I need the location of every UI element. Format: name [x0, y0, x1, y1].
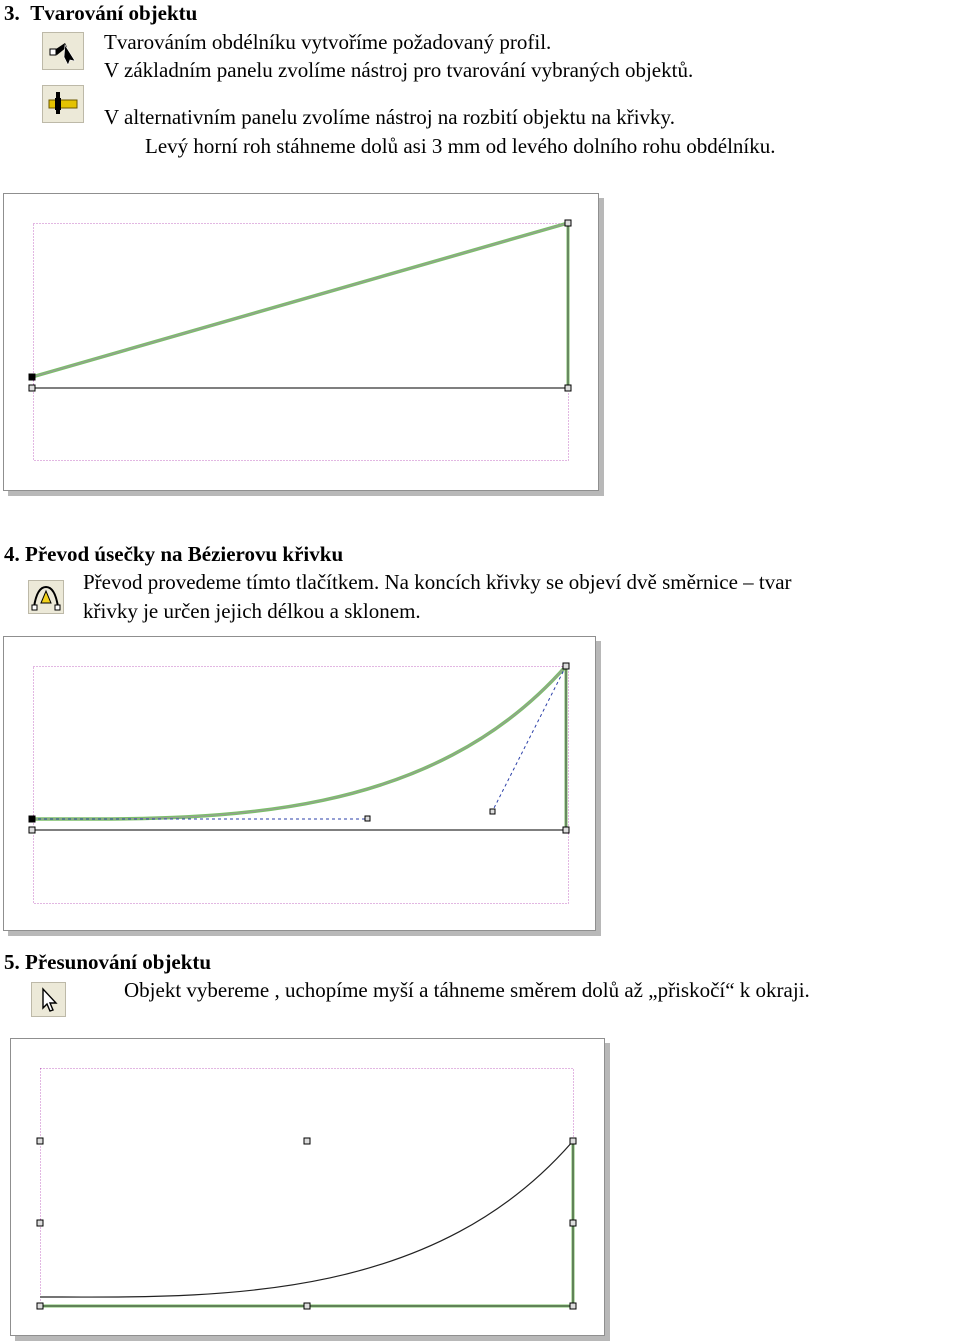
pick-tool-glyph	[32, 983, 65, 1016]
page-guide	[41, 1069, 574, 1306]
drawing-canvas-1	[4, 194, 598, 490]
section-5-title: 5. Přesunování objektu	[4, 950, 212, 974]
convert-to-curve-icon[interactable]	[28, 580, 64, 614]
break-apart-icon[interactable]	[42, 85, 84, 123]
section-3-number: 3.	[4, 1, 20, 25]
node	[565, 220, 571, 226]
bezier-curve	[40, 1141, 573, 1297]
section-5-line-1: Objekt vybereme , uchopíme myší a táhneme směrem dolů až „přiskočí“ k okraji.	[124, 978, 810, 1002]
selection-handle	[570, 1220, 576, 1226]
pick-tool-arrow-icon[interactable]	[31, 982, 66, 1017]
node	[563, 663, 569, 669]
section-4-line-1: Převod provedeme tímto tlačítkem. Na koncích křivky se objeví dvě směrnice – tvar	[83, 570, 792, 594]
convert-to-curve-glyph	[29, 581, 63, 613]
drawing-canvas-2	[4, 637, 595, 930]
page-guide	[34, 224, 569, 461]
drawing-panel-1	[3, 193, 599, 491]
shape-tool-icon[interactable]	[42, 32, 84, 70]
bezier-curve	[32, 666, 566, 819]
selection-handle	[37, 1138, 43, 1144]
selection-handle	[304, 1138, 310, 1144]
section-4-line-2: křivky je určen jejich délkou a sklonem.	[83, 599, 421, 623]
drawing-panel-2	[3, 636, 596, 931]
page-guide	[34, 667, 569, 904]
shape-tool-glyph	[43, 33, 83, 69]
node	[563, 827, 569, 833]
node	[29, 385, 35, 391]
drawing-canvas-3	[11, 1039, 604, 1335]
section-3-heading	[4, 1, 197, 25]
section-3-title: Tvarování objektu	[30, 1, 198, 25]
section-3-line-3: V alternativním panelu zvolíme nástroj na rozbití objektu na křivky.	[104, 105, 675, 129]
node	[29, 827, 35, 833]
node	[29, 374, 35, 380]
section-3-line-2: V základním panelu zvolíme nástroj pro tvarování vybraných objektů.	[104, 58, 694, 82]
selection-handle	[304, 1303, 310, 1309]
section-3-line-4: Levý horní roh stáhneme dolů asi 3 mm od levého dolního rohu obdélníku.	[145, 134, 776, 158]
control-handle-right	[492, 666, 566, 812]
section-3-line-1: Tvarováním obdélníku vytvoříme požadovaný profil.	[104, 30, 552, 54]
selection-handle	[37, 1303, 43, 1309]
control-point	[365, 816, 370, 821]
selection-handle	[37, 1220, 43, 1226]
selection-handle	[570, 1303, 576, 1309]
node	[29, 816, 35, 822]
selection-handle	[570, 1138, 576, 1144]
drawing-panel-3	[10, 1038, 605, 1336]
node	[565, 385, 571, 391]
control-point	[490, 809, 495, 814]
section-4-title: 4. Převod úsečky na Bézierovu křivku	[4, 542, 344, 566]
break-apart-glyph	[43, 86, 83, 122]
